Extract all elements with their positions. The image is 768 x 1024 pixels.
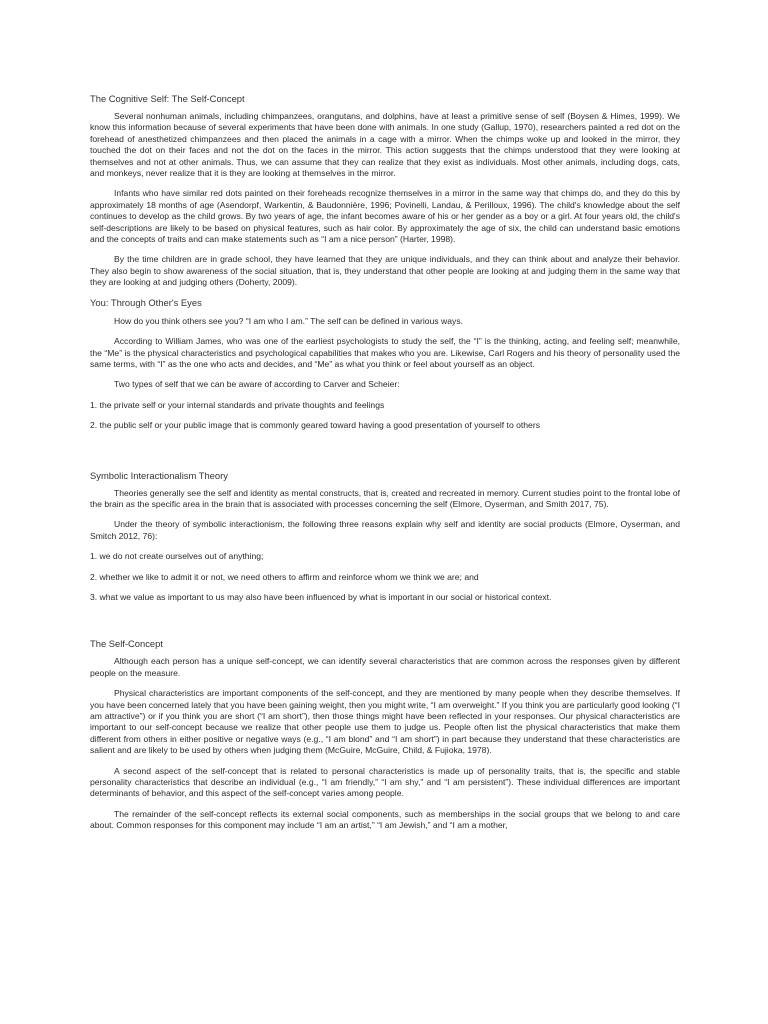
heading-cognitive-self: The Cognitive Self: The Self-Concept	[90, 93, 245, 104]
document-page	[90, 93, 680, 832]
paragraph: Two types of self that we can be aware of according to Carver and Scheier:	[114, 379, 400, 390]
paragraph: Several nonhuman animals, including chimpanzees, orangutans, and dolphins, have at least a primitive sense of self (Boysen & Himes, 1999). We know this information because of several experiments that have been done with animals. In one study (Gallup, 1970), researchers painted a red dot on the forehead of anesthetized chimpanzees and then placed the animals in a cage with a mirror. When the chimps woke up and looked in the mirror, they touched the dot on their faces and not the dot on the faces in the mirror. This action suggests that the chimps understood that they were looking at themselves and not at other animals. Thus, we can assume that they can realize that they exist as individuals. Most other animals, including dogs, cats, and monkeys, never realize that it is they are looking at themselves in the mirror.	[90, 111, 680, 179]
paragraph: Under the theory of symbolic interactionism, the following three reasons explain why self and identity are social products (Elmore, Oyserman, and Smitch 2012, 76):	[90, 519, 680, 541]
paragraph: Theories generally see the self and identity as mental constructs, that is, created and recreated in memory. Current studies point to the frontal lobe of the brain as the specific area in the brain that is associated with processes concerning the self (Elmore, Oyserman, and Smith 2017, 75).	[90, 487, 680, 509]
heading-self-concept: The Self-Concept	[90, 638, 163, 650]
paragraph: By the time children are in grade school, they have learned that they are unique individuals, and they can think about and analyze their behavior. They also begin to show awareness of the social situation, that is, they understand that other people are looking at and judging them in the same way that they are looking at and judging others (Doherty, 2009).	[90, 254, 680, 288]
list-item: 3. what we value as important to us may also have been influenced by what is important in our social or historical context.	[90, 591, 552, 602]
paragraph: Infants who have similar red dots painted on their foreheads recognize themselves in a mirror in the same way that chimps do, and they do this by approximately 18 months of age (Asendorpf, Warkentin, & Baudonnière, 1996; Povinelli, Landau, & Perilloux, 1996). The child's knowledge about the self continues to develop as the child grows. By two years of age, the infant becomes aware of his or her gender as a boy or a girl. At four years old, the child's self-descriptions are likely to be based on physical features, such as hair color. By approximately the age of six, the child can understand basic emotions and the concepts of traits and can make statements such as “I am a nice person” (Harter, 1998).	[90, 188, 680, 245]
paragraph: The remainder of the self-concept reflects its external social components, such as memberships in the social groups that we belong to and care about. Common responses for this component may include “I am an artist,” “I am Jewish,” and “I am a mother,	[90, 808, 680, 831]
paragraph: How do you think others see you? “I am who I am.” The self can be defined in various ways.	[114, 315, 464, 326]
heading-others-eyes: You: Through Other's Eyes	[90, 296, 202, 308]
list-item: 1. we do not create ourselves out of anything;	[90, 551, 264, 562]
paragraph: Although each person has a unique self-concept, we can identify several characteristics that are common across the responses given by different people on the measure.	[90, 656, 680, 678]
heading-symbolic-interactionalism: Symbolic Interactionalism Theory	[90, 469, 228, 481]
paragraph: Physical characteristics are important components of the self-concept, and they are mentioned by many people when they describe themselves. If you have been concerned lately that you have been gaining weight, then you might write, “I am overweight.” If you think you are particularly good looking (“I am attractive”) or if you think you are short (“I am short”), then those things might have been reflected in your responses. Our physical characteristics are important to our self-concept because we realize that other people use them to judge us. People often list the physical characteristics that make them different from others in either positive or negative ways (e.g., “I am blond” and “I am short”) in part because they understand that these characteristics are salient and are likely to be used by others when judging them (McGuire, McGuire, Child, & Fujioka, 1978).	[90, 688, 680, 756]
list-item: 2. whether we like to admit it or not, we need others to affirm and reinforce whom we think we are; and	[90, 571, 479, 582]
list-item: 2. the public self or your public image that is commonly geared toward having a good presentation of yourself to others	[90, 420, 540, 431]
list-item: 1. the private self or your internal standards and private thoughts and feelings	[90, 399, 385, 410]
paragraph: A second aspect of the self-concept that is related to personal characteristics is made up of personality traits, that is, the specific and stable personality characteristics that describe an individual (e.g., “I am friendly,” “I am shy,” and “I am persistent”). These individual differences are important determinants of behavior, and this aspect of the self-concept varies among people.	[90, 765, 680, 799]
paragraph: According to William James, who was one of the earliest psychologists to study the self, the “I” is the thinking, acting, and feeling self; meanwhile, the “Me” is the physical characteristics and psychological capabilities that makes who you are. Likewise, Carl Rogers and his theory of personality used the same terms, with “I” as the one who acts and decides, and “Me” as what you think or feel about yourself as an object.	[90, 336, 680, 369]
